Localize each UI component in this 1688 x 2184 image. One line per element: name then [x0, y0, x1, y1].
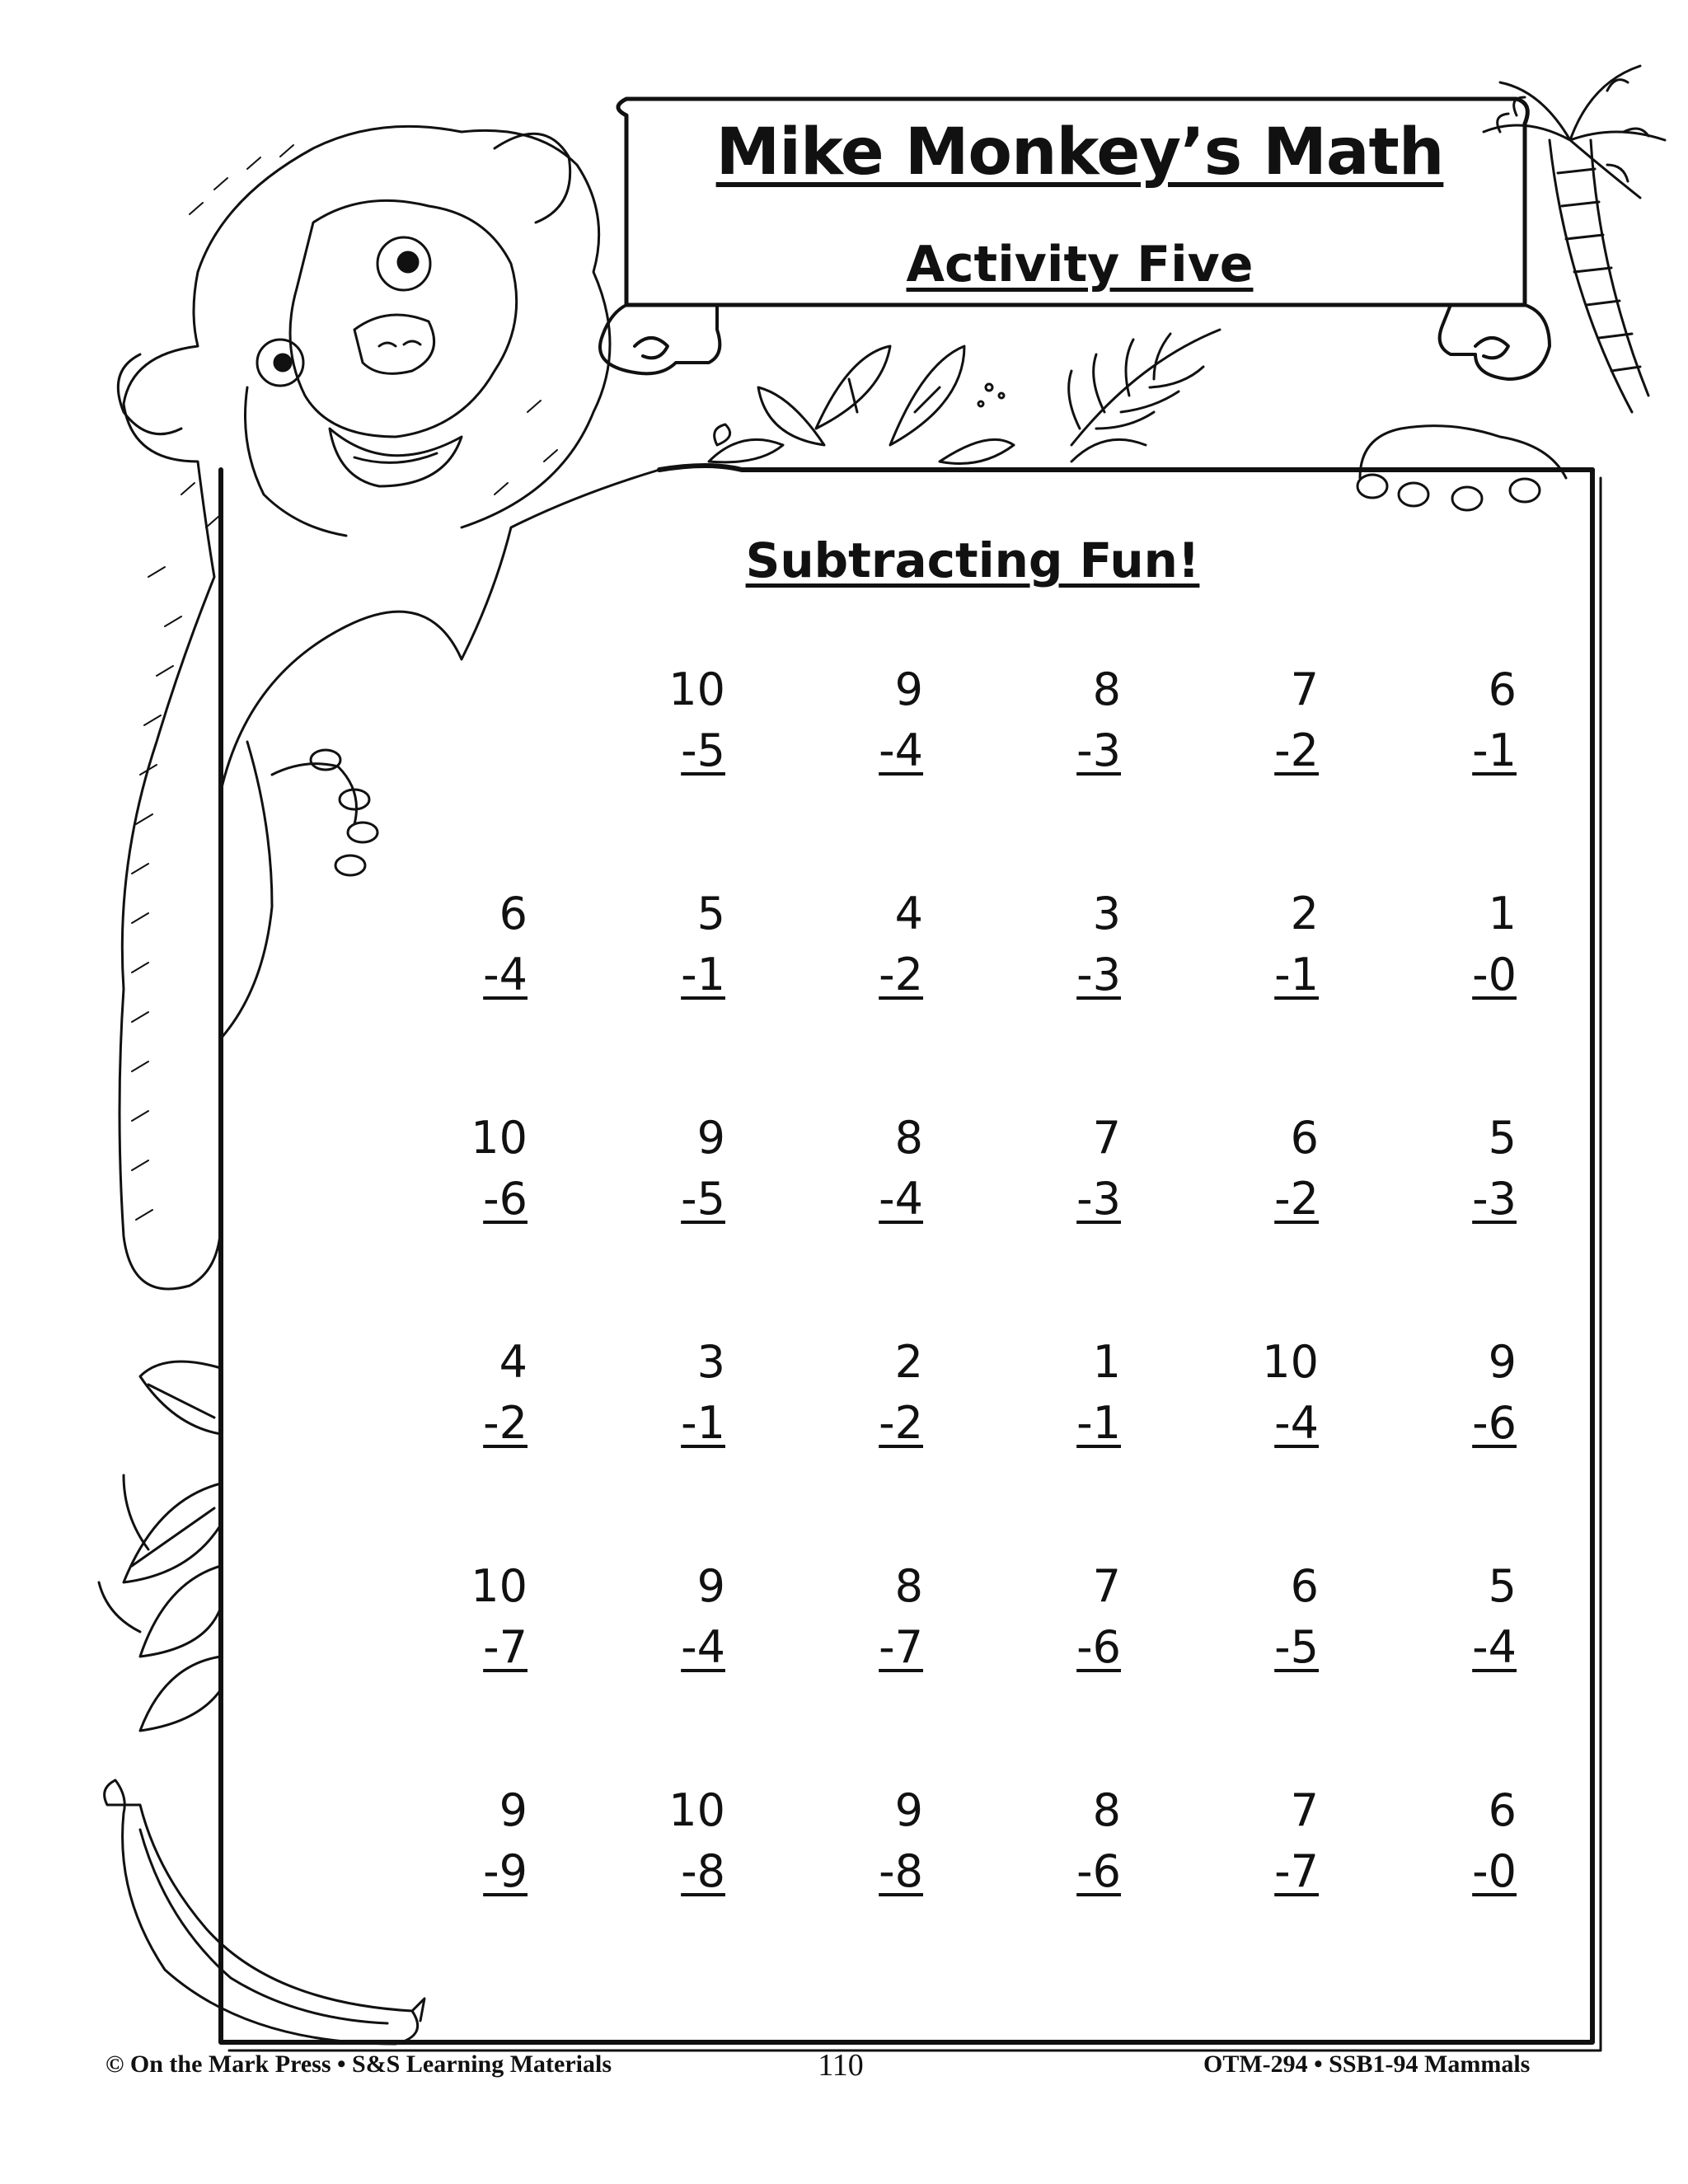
- subtraction-problem: [808, 1108, 923, 1230]
- minuend: 10: [1262, 1336, 1319, 1388]
- worksheet-title: Mike Monkey’s Math: [715, 115, 1444, 190]
- subtraction-problem: [1401, 1108, 1517, 1230]
- subtrahend-line: [1006, 1841, 1121, 1902]
- minuend: 8: [1092, 1784, 1121, 1836]
- subtrahend: -7: [483, 1621, 528, 1673]
- subtraction-problem: [1203, 1780, 1319, 1902]
- subtraction-problem: [1401, 883, 1517, 1005]
- subtrahend: -2: [483, 1397, 528, 1449]
- minuend: 9: [894, 663, 923, 715]
- subtrahend: -7: [879, 1621, 923, 1673]
- subtrahend-line: [610, 1841, 725, 1902]
- subtrahend-line: [1401, 1393, 1517, 1454]
- subtraction-problem: [1401, 659, 1517, 781]
- subtrahend: -4: [879, 1173, 923, 1225]
- minuend: 10: [471, 1112, 528, 1164]
- subtraction-problem: [610, 1780, 725, 1902]
- subtrahend: -3: [1076, 724, 1121, 776]
- subtrahend-line: [1401, 720, 1517, 781]
- subtrahend: -3: [1076, 949, 1121, 1001]
- subtrahend-line: [808, 1169, 923, 1230]
- subtrahend-line: [1203, 1393, 1319, 1454]
- subtraction-problem: [1203, 1332, 1319, 1454]
- minuend: 8: [894, 1112, 923, 1164]
- minuend: 10: [668, 663, 725, 715]
- subtrahend-line: [1401, 1841, 1517, 1902]
- minuend: 6: [1488, 1784, 1517, 1836]
- minuend: 1: [1488, 888, 1517, 940]
- minuend: 9: [894, 1784, 923, 1836]
- minuend: 1: [1092, 1336, 1121, 1388]
- subtrahend-line: [808, 720, 923, 781]
- minuend: 4: [894, 888, 923, 940]
- subtraction-problem: [1203, 659, 1319, 781]
- subtrahend-line: [610, 1617, 725, 1678]
- subtrahend: -6: [1472, 1397, 1517, 1449]
- minuend: 5: [1488, 1560, 1517, 1612]
- subtraction-problem: [610, 659, 725, 781]
- subtraction-problem: [1203, 1556, 1319, 1678]
- subtrahend: -8: [879, 1845, 923, 1897]
- subtrahend: -1: [681, 1397, 725, 1449]
- jungle-leaves: [709, 330, 1220, 464]
- subtraction-problem: [412, 1108, 528, 1230]
- minuend: 8: [1092, 663, 1121, 715]
- minuend: 9: [499, 1784, 528, 1836]
- minuend: 6: [1488, 663, 1517, 715]
- subtrahend: -2: [1274, 724, 1319, 776]
- minuend: 9: [1488, 1336, 1517, 1388]
- subtrahend: -2: [1274, 1173, 1319, 1225]
- minuend: 7: [1092, 1112, 1121, 1164]
- subtraction-problem: [1006, 883, 1121, 1005]
- subtraction-problem: [610, 1332, 725, 1454]
- subtrahend-line: [412, 1841, 528, 1902]
- subtrahend: -4: [1274, 1397, 1319, 1449]
- subtraction-problem: [412, 1332, 528, 1454]
- minuend: 4: [499, 1336, 528, 1388]
- subtrahend: -1: [1076, 1397, 1121, 1449]
- subtraction-problem: [1006, 1556, 1121, 1678]
- minuend: 2: [894, 1336, 923, 1388]
- subtraction-problem: [1401, 1332, 1517, 1454]
- subtrahend-line: [1006, 1393, 1121, 1454]
- subtrahend: -4: [483, 949, 528, 1001]
- subtrahend-line: [1006, 720, 1121, 781]
- minuend: 6: [1290, 1112, 1319, 1164]
- subtrahend: -4: [681, 1621, 725, 1673]
- subtrahend-line: [1401, 1169, 1517, 1230]
- subtraction-problem: [808, 883, 923, 1005]
- subtrahend-line: [610, 944, 725, 1005]
- minuend: 9: [696, 1560, 725, 1612]
- subtrahend-line: [610, 1393, 725, 1454]
- subtrahend: -1: [1472, 724, 1517, 776]
- subtrahend: -9: [483, 1845, 528, 1897]
- subtrahend-line: [1006, 1169, 1121, 1230]
- minuend: 3: [1092, 888, 1121, 940]
- subtrahend: -6: [483, 1173, 528, 1225]
- subtrahend: -2: [879, 1397, 923, 1449]
- minuend: 3: [696, 1336, 725, 1388]
- subtraction-problem: [412, 1556, 528, 1678]
- minuend: 6: [499, 888, 528, 940]
- subtraction-problem: [1401, 1556, 1517, 1678]
- subtrahend-line: [1203, 1169, 1319, 1230]
- subtraction-problem: [808, 1332, 923, 1454]
- monkey: [118, 126, 659, 1289]
- subtrahend-line: [1401, 944, 1517, 1005]
- minuend: 8: [894, 1560, 923, 1612]
- subtrahend-line: [808, 1841, 923, 1902]
- section-heading: Subtracting Fun!: [745, 532, 1200, 588]
- minuend: 9: [696, 1112, 725, 1164]
- subtrahend: -2: [879, 949, 923, 1001]
- subtrahend-line: [412, 1617, 528, 1678]
- subtrahend-line: [610, 720, 725, 781]
- subtrahend-line: [1203, 1617, 1319, 1678]
- subtrahend-line: [1203, 720, 1319, 781]
- subtraction-problem: [1006, 1108, 1121, 1230]
- subtrahend: -5: [1274, 1621, 1319, 1673]
- banana-illustration: [105, 1780, 424, 2044]
- subtrahend: -1: [681, 949, 725, 1001]
- subtrahend-line: [412, 1393, 528, 1454]
- subtrahend-line: [1203, 1841, 1319, 1902]
- subtrahend: -4: [1472, 1621, 1517, 1673]
- subtraction-problem: [1006, 1780, 1121, 1902]
- subtrahend: -0: [1472, 949, 1517, 1001]
- activity-subtitle: Activity Five: [906, 236, 1254, 293]
- subtraction-problem: [412, 883, 528, 1005]
- footer-copyright: © On the Mark Press • S&S Learning Materials: [106, 2050, 612, 2078]
- subtrahend: -4: [879, 724, 923, 776]
- minuend: 7: [1290, 1784, 1319, 1836]
- subtrahend: -3: [1076, 1173, 1121, 1225]
- subtrahend-line: [610, 1169, 725, 1230]
- minuend: 6: [1290, 1560, 1319, 1612]
- minuend: 10: [668, 1784, 725, 1836]
- subtraction-problem: [1203, 883, 1319, 1005]
- subtrahend: -7: [1274, 1845, 1319, 1897]
- subtrahend-line: [1401, 1617, 1517, 1678]
- subtrahend: -6: [1076, 1845, 1121, 1897]
- subtrahend-line: [808, 1393, 923, 1454]
- subtrahend-line: [412, 1169, 528, 1230]
- subtrahend-line: [1006, 944, 1121, 1005]
- subtraction-problem: [808, 1780, 923, 1902]
- page-number: 110: [818, 2048, 864, 2083]
- subtraction-problem: [610, 883, 725, 1005]
- side-plants: [99, 1361, 221, 1731]
- minuend: 2: [1290, 888, 1319, 940]
- minuend: 7: [1290, 663, 1319, 715]
- subtraction-problem: [1401, 1780, 1517, 1902]
- subtraction-problem: [1006, 1332, 1121, 1454]
- subtrahend-line: [808, 944, 923, 1005]
- minuend: 5: [1488, 1112, 1517, 1164]
- subtrahend: -5: [681, 724, 725, 776]
- subtrahend: -1: [1274, 949, 1319, 1001]
- subtrahend: -3: [1472, 1173, 1517, 1225]
- subtraction-problem: [610, 1556, 725, 1678]
- subtrahend-line: [412, 944, 528, 1005]
- minuend: 5: [696, 888, 725, 940]
- footer-catalog: OTM-294 • SSB1-94 Mammals: [1203, 2050, 1531, 2078]
- minuend: 7: [1092, 1560, 1121, 1612]
- subtrahend: -8: [681, 1845, 725, 1897]
- subtrahend: -5: [681, 1173, 725, 1225]
- subtrahend: -6: [1076, 1621, 1121, 1673]
- subtraction-problem: [1006, 659, 1121, 781]
- minuend: 10: [471, 1560, 528, 1612]
- subtraction-problem: [1203, 1108, 1319, 1230]
- subtraction-problem: [412, 1780, 528, 1902]
- subtrahend-line: [1006, 1617, 1121, 1678]
- subtraction-problem: [610, 1108, 725, 1230]
- subtrahend: -0: [1472, 1845, 1517, 1897]
- subtraction-problem: [808, 659, 923, 781]
- subtrahend-line: [1203, 944, 1319, 1005]
- subtraction-problem: [808, 1556, 923, 1678]
- subtrahend-line: [808, 1617, 923, 1678]
